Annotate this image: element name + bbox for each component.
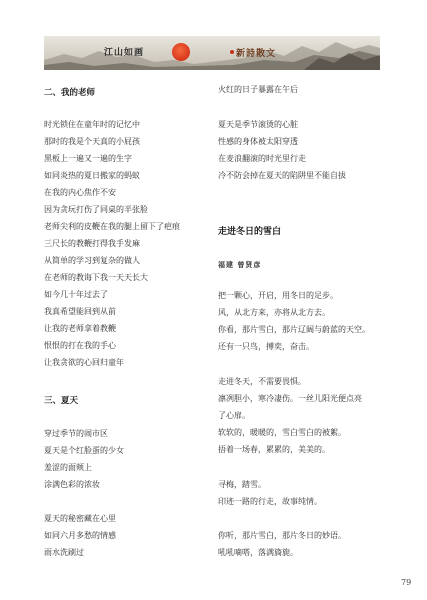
poem-line: 涂满色彩的浓妆 [44,480,100,489]
poem-line: 还有一只鸟，搏奕，奋击。 [218,342,314,351]
poem-line: 凛冽胆小，寒冷凄伤。一丝儿阳光便点亮 [218,394,362,403]
poem-line: 从简单的学习到复杂的做人 [44,256,140,265]
banner-left-title: 江山如画 [104,48,145,58]
poem-line: 穿过季节的闹市区 [44,429,108,438]
poem-line: 印迹一路的行走，故事纯情。 [218,497,322,506]
poem-line: 老师尖利的皮鞭在我的腿上留下了疤痕 [44,222,180,231]
poem-line: 风，从北方来，亦将从北方去。 [218,308,330,317]
poem-line: 时光锁住在童年时的记忆中 [44,120,140,129]
poem-line: 软软的，暖暖的，雪白雪白的被絮。 [218,428,346,437]
poem-title-winter: 走进冬日的雪白 [218,227,282,237]
poem-line: 夏天是个红脸蛋的少女 [44,446,124,455]
poem-line: 夏天的秘密藏在心里 [44,514,116,523]
mountain-landscape-icon [44,36,380,70]
header-banner [44,36,380,70]
page-number: 79 [401,578,412,587]
poem-line: 让我贪欲的心回归童年 [44,358,124,367]
poem-line: 因为贪玩打伤了同桌的半张脸 [44,205,148,214]
poem-line: 在我的内心焦作不安 [44,188,116,197]
poem-line: 寻梅，踏雪。 [218,480,266,489]
banner-right-title: 新詩散文 [236,49,277,59]
poem-line: 三尺长的教鞭打得我手发麻 [44,239,140,248]
poem-line: 恨恨的打在我的手心 [44,341,116,350]
poem-line: 火红的日子暴露在午后 [218,85,298,94]
section-title-my-teacher: 二、我的老师 [44,88,96,98]
poem-line: 雨水洗刷过 [44,548,84,557]
poem-line: 捂着一场春，累累的，美美的。 [218,445,330,454]
red-sun-icon [172,43,190,61]
poem-line: 我真希望能回到从前 [44,307,116,316]
poem-line: 让我的老师拿着教鞭 [44,324,116,333]
poem-line: 羞涩的面颊上 [44,463,92,472]
poem-line: 在麦浪翻滚的时光里行走 [218,154,306,163]
section-title-summer: 三、夏天 [44,396,79,406]
poem-line: 把一颗心，开启，用冬日的足步。 [218,291,338,300]
poem-line: 黑板上一遍又一遍的生字 [44,154,132,163]
poem-author: 福建 曾贤彦 [218,260,262,269]
poem-line: 如同六月多愁的情感 [44,531,116,540]
poem-line: 在老师的教诲下我一天天长大 [44,273,148,282]
poem-line: 你听，那片雪白，那片冬日的妙语。 [218,531,346,540]
poem-line: 走进冬天，不需要畏惧。 [218,377,306,386]
poem-line: 你看，那片雪白，那片辽阔与蔚蓝的天空。 [218,325,370,334]
poem-line: 冷不防会掉在夏天的陷阱里不能自拔 [218,171,346,180]
poem-line: 那时的我是个天真的小屁孩 [44,137,140,146]
poem-line: 了心扉。 [218,411,250,420]
poem-line: 如同炎热的夏日搬家的蚂蚁 [44,171,140,180]
poem-line: 性感的身体被太阳穿透 [218,137,298,146]
poem-line: 吼吼嘀嗒，落满旖旎。 [218,548,298,557]
seal-dot-icon [230,50,234,54]
poem-line: 夏天是季节滚烫的心脏 [218,120,298,129]
poem-line: 如今几十年过去了 [44,290,108,299]
